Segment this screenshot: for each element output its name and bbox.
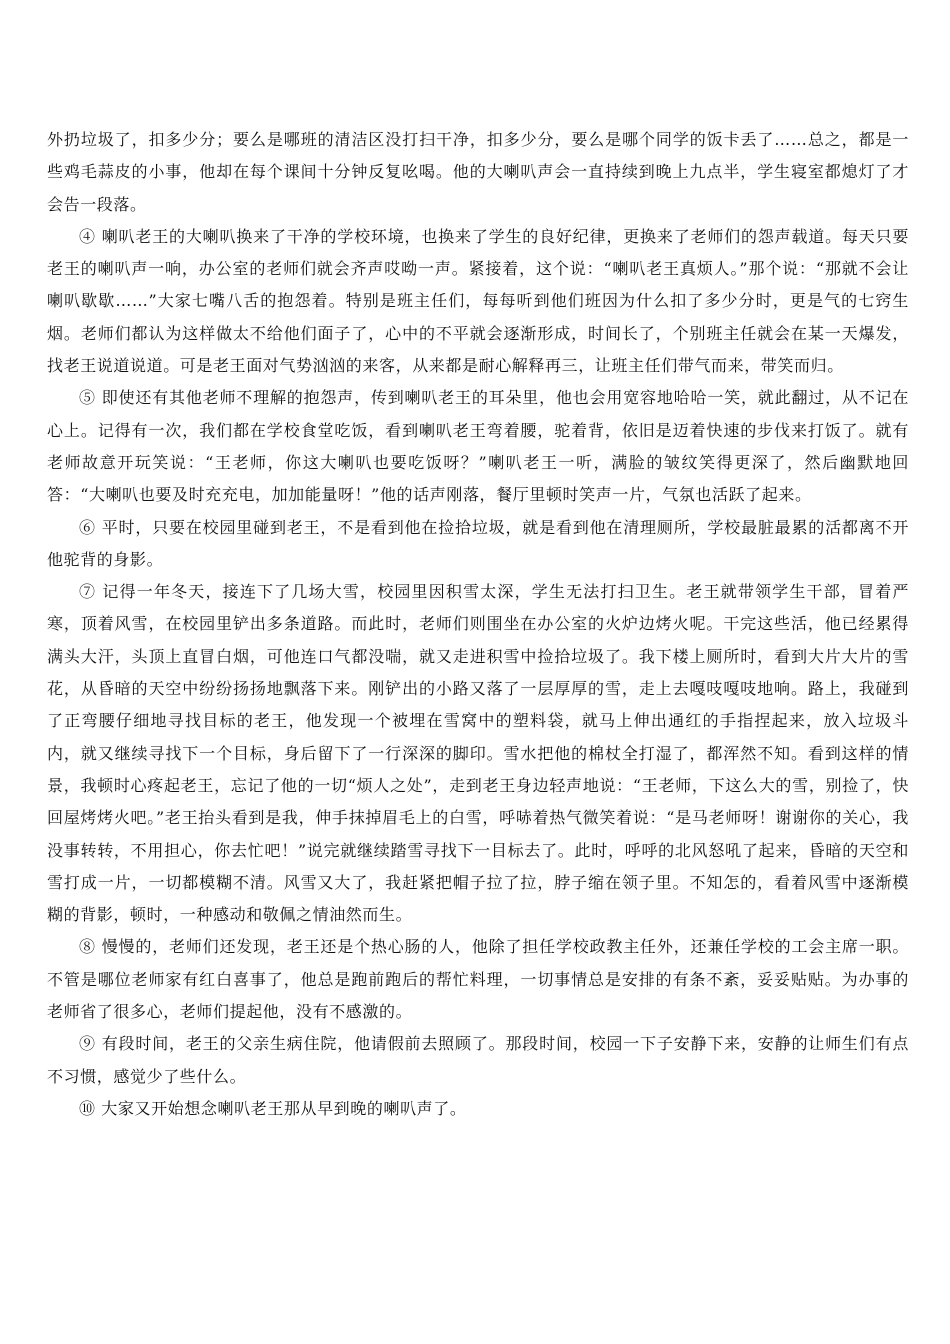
paragraph-8: ⑧ 慢慢的，老师们还发现，老王还是个热心肠的人，他除了担任学校政教主任外，还兼任学校的工会主席一职。不管是哪位老师家有红白喜事了，他总是跑前跑后的帮忙料理，一切事情总是安排的有条不紊，妥妥贴贴。为办事的老师省了很多心，老师们提起他，没有不感激的。 (47, 937, 909, 1022)
paragraph-9: ⑨ 有段时间，老王的父亲生病住院，他请假前去照顾了。那段时间，校园一下子安静下来，安静的让师生们有点不习惯，感觉少了些什么。 (47, 1034, 909, 1086)
document-page (47, 124, 909, 1125)
paragraph-10: ⑩ 大家又开始想念喇叭老王那从早到晚的喇叭声了。 (79, 1098, 467, 1118)
paragraph-6: ⑥ 平时，只要在校园里碰到老王，不是看到他在捡拾垃圾，就是看到他在清理厕所，学校最脏最累的活都离不开他驼背的身影。 (47, 517, 909, 569)
paragraph-3-continued: 外扔垃圾了，扣多少分；要么是哪班的清洁区没打扫干净，扣多少分，要么是哪个同学的饭卡丢了……总之，都是一些鸡毛蒜皮的小事，他却在每个课间十分钟反复吆喝。他的大喇叭声会一直持续到晚上九点半，学生寝室都熄灯了才会告一段落。 (47, 130, 909, 214)
paragraph-4: ④ 喇叭老王的大喇叭换来了干净的学校环境，也换来了学生的良好纪律，更换来了老师们的怨声载道。每天只要老王的喇叭声一响，办公室的老师们就会齐声哎呦一声。紧接着，这个说：“喇叭老王真烦人。”那个说：“那就不会让喇叭歇歇……”大家七嘴八舌的抱怨着。特别是班主任们，每每听到他们班因为什么扣了多少分时，更是气的七窍生烟。老师们都认为这样做太不给他们面子了，心中的不平就会逐渐形成，时间长了，个别班主任就会在某一天爆发，找老王说道说道。可是老王面对气势汹汹的来客，从来都是耐心解释再三，让班主任们带气而来，带笑而归。 (47, 226, 909, 376)
paragraph-7: ⑦ 记得一年冬天，接连下了几场大雪，校园里因积雪太深，学生无法打扫卫生。老王就带领学生干部，冒着严寒，顶着风雪，在校园里铲出多条道路。而此时，老师们则围坐在办公室的火炉边烤火呢。干完这些活，他已经累得满头大汗，头顶上直冒白烟，可他连口气都没喘，就又走进积雪中捡拾垃圾了。我下楼上厕所时，看到大片大片的雪花，从昏暗的天空中纷纷扬扬地飘落下来。刚铲出的小路又落了一层厚厚的雪，走上去嘎吱嘎吱地响。路上，我碰到了正弯腰仔细地寻找目标的老王，他发现一个被埋在雪窝中的塑料袋，就马上伸出通红的手指捏起来，放入垃圾斗内，就又继续寻找下一个目标，身后留下了一行深深的脚印。雪水把他的棉杖全打湿了，都浑然不知。看到这样的情景，我顿时心疼起老王，忘记了他的一切“烦人之处”，走到老王身边轻声地说：“王老师，下这么大的雪，别捡了，快回屋烤烤火吧。”老王抬头看到是我，伸手抹掉眉毛上的白雪，呼哧着热气微笑着说：“是马老师呀！谢谢你的关心，我没事转转，不用担心，你去忙吧！”说完就继续踏雪寻找下一目标去了。此时，呼呼的北风怒吼了起来，昏暗的天空和雪打成一片，一切都模糊不清。风雪又大了，我赶紧把帽子拉了拉，脖子缩在领子里。不知怎的，看着风雪中逐渐模糊的背影，顿时，一种感动和敬佩之情油然而生。 (47, 582, 909, 925)
paragraph-5: ⑤ 即使还有其他老师不理解的抱怨声，传到喇叭老王的耳朵里，他也会用宽容地哈哈一笑，就此翻过，从不记在心上。记得有一次，我们都在学校食堂吃饭，看到喇叭老王弯着腰，驼着背，依旧是迈着快速的步伐来打饭了。就有老师故意开玩笑说：“王老师，你这大喇叭也要吃饭呀？”喇叭老王一听，满脸的皱纹笑得更深了，然后幽默地回答：“大喇叭也要及时充充电，加加能量呀！”他的话声刚落，餐厅里顿时笑声一片，气氛也活跃了起来。 (47, 388, 909, 505)
